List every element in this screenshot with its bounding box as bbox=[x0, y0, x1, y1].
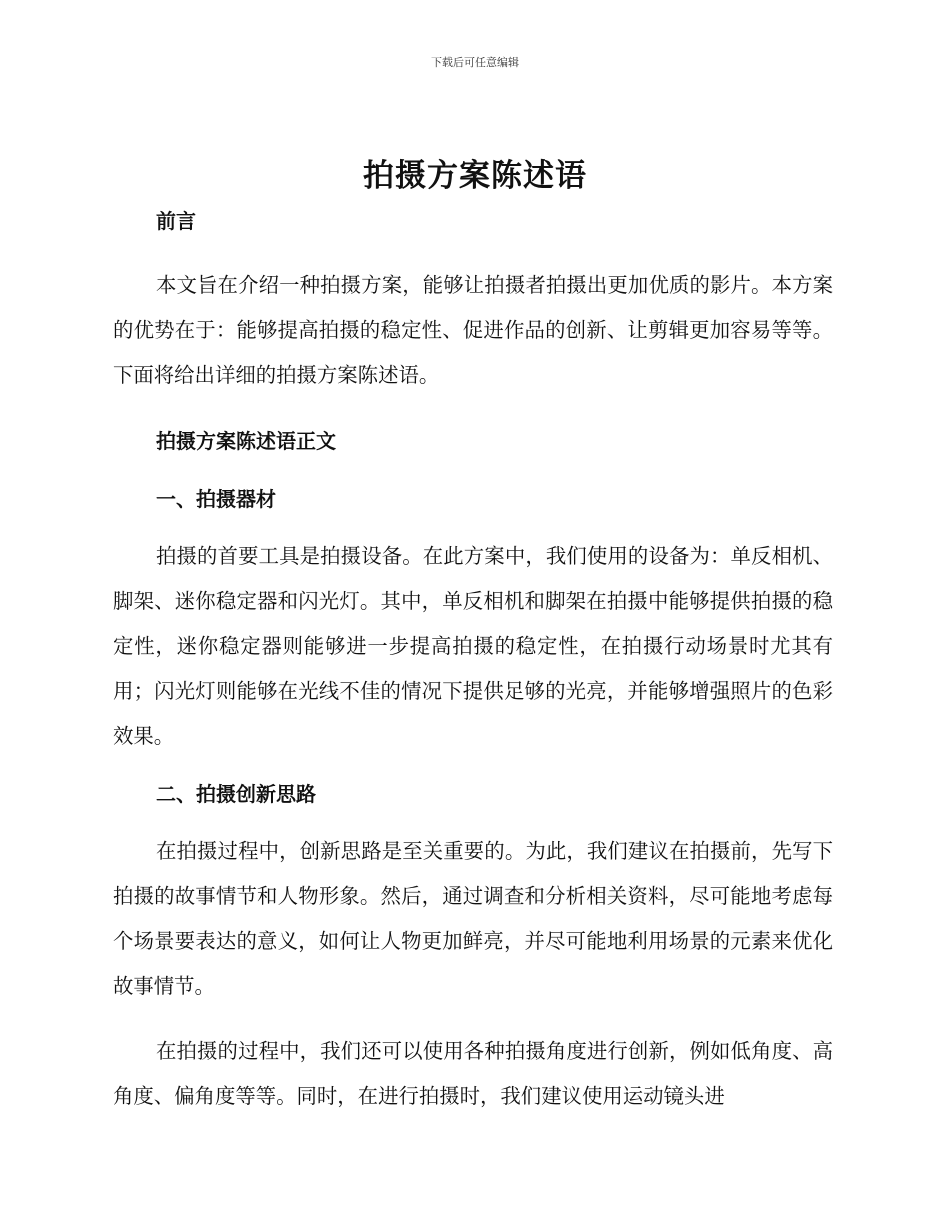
equipment-heading: 一、拍摄器材 bbox=[156, 487, 276, 511]
creative-paragraph-1: 在拍摄过程中，创新思路是至关重要的。为此，我们建议在拍摄前，先写下拍摄的故事情节和人物形象。然后，通过调查和分析相关资料，尽可能地考虑每个场景要表达的意义，如何让人物更加鲜亮，并尽可能地利用场景的元素来优化故事情节。 bbox=[113, 839, 833, 998]
body-heading: 拍摄方案陈述语正文 bbox=[156, 429, 336, 453]
creative-paragraph-2: 在拍摄的过程中，我们还可以使用各种拍摄角度进行创新，例如低角度、高角度、偏角度等等。同时，在进行拍摄时，我们建议使用运动镜头进 bbox=[113, 1039, 833, 1108]
preface-heading: 前言 bbox=[156, 209, 196, 233]
page-header-note: 下载后可任意编辑 bbox=[431, 56, 519, 69]
document-body bbox=[113, 206, 833, 1119]
document-title: 拍摄方案陈述语 bbox=[363, 158, 587, 194]
creative-heading: 二、拍摄创新思路 bbox=[156, 782, 316, 806]
equipment-paragraph: 拍摄的首要工具是拍摄设备。在此方案中，我们使用的设备为：单反相机、脚架、迷你稳定器和闪光灯。其中，单反相机和脚架在拍摄中能够提供拍摄的稳定性，迷你稳定器则能够进一步提高拍摄的稳定性，在拍摄行动场景时尤其有用；闪光灯则能够在光线不佳的情况下提供足够的光亮，并能够增强照片的色彩效果。 bbox=[113, 544, 833, 748]
preface-paragraph: 本文旨在介绍一种拍摄方案，能够让拍摄者拍摄出更加优质的影片。本方案的优势在于：能够提高拍摄的稳定性、促进作品的创新、让剪辑更加容易等等。下面将给出详细的拍摄方案陈述语。 bbox=[113, 273, 833, 387]
